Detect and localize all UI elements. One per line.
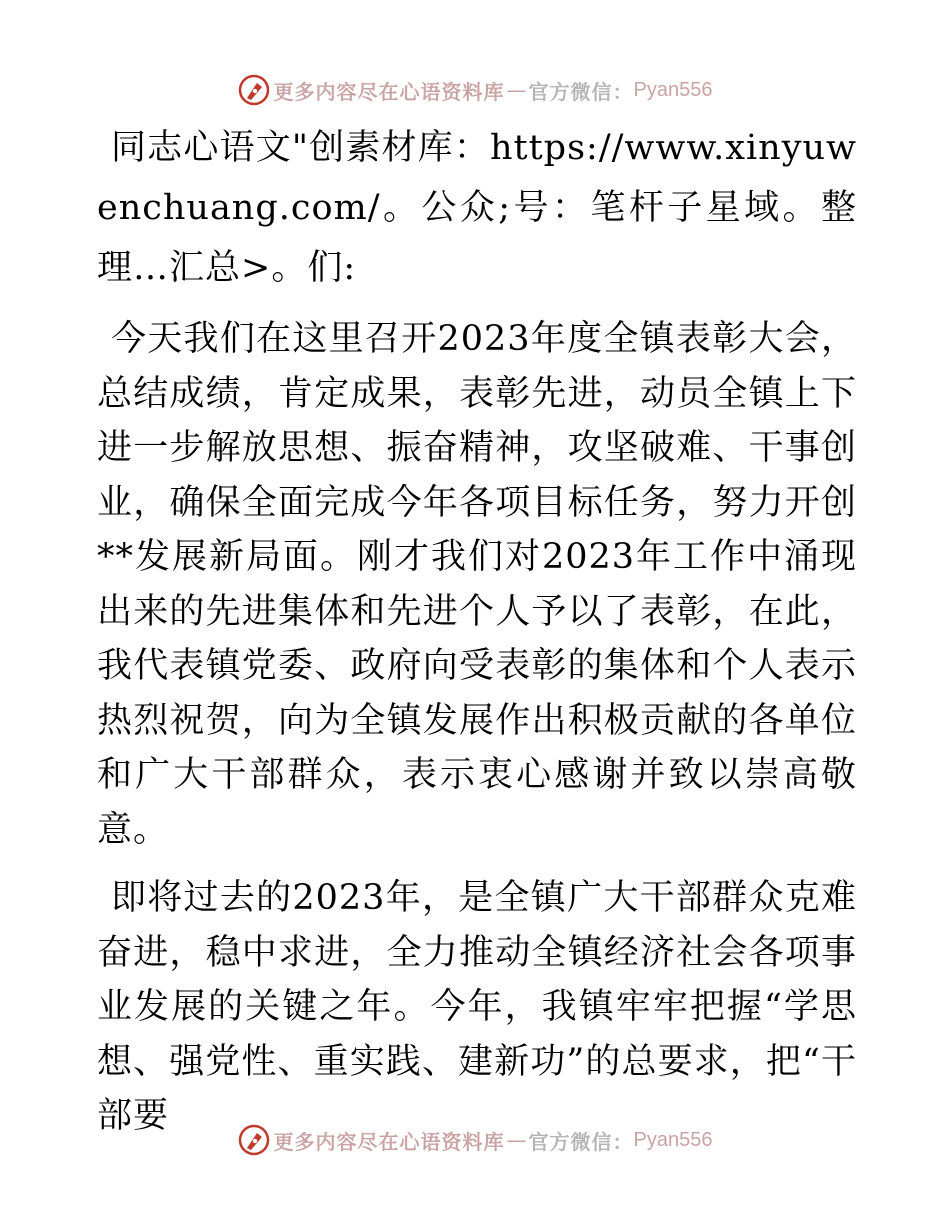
banner-separator: — (506, 78, 527, 102)
pen-nib-logo-icon (238, 1124, 270, 1156)
header-watermark-banner (0, 70, 950, 110)
banner-slogan: 更多内容尽在心语资料库 (273, 1129, 505, 1154)
footer-watermark-banner (0, 1120, 950, 1160)
body-paragraph-2: 即将过去的2023年，是全镇广大干部群众克难奋进，稳中求进，全力推动全镇经济社会各项事业发展的关键之年。今年，我镇牢牢把握“学思想、强党性、重实践、建新功”的总要求，把“干部要 (97, 878, 857, 1136)
intro-paragraph: 同志心语文"创素材库：https://www.xinyuwenchuang.com/。公众;号：笔杆子星域。整理…汇总>。们: (97, 128, 857, 288)
banner-contact-handle: Pyan556 (633, 1128, 713, 1151)
banner-contact-label: 官方微信： (528, 1129, 634, 1154)
banner-slogan: 更多内容尽在心语资料库 (273, 79, 505, 104)
body-paragraph-1: 今天我们在这里召开2023年度全镇表彰大会，总结成绩，肯定成果，表彰先进，动员全镇上下进一步解放思想、振奋精神，攻坚破难、干事创业，确保全面完成今年各项目标任务，努力开创**发展新局面。刚才我们对2023年工作中涌现出来的先进集体和先进个人予以了表彰，在此，我代表镇党委、政府向受表彰的集体和个人表示热烈祝贺，向为全镇发展作出积极贡献的各单位和广大干部群众，表示衷心感谢并致以崇高敬意。 (97, 319, 857, 850)
pen-nib-logo-icon (238, 74, 270, 106)
document-body (97, 118, 857, 1158)
banner-contact-label: 官方微信： (528, 79, 634, 104)
banner-separator: — (506, 1128, 527, 1152)
banner-contact-handle: Pyan556 (633, 78, 713, 101)
